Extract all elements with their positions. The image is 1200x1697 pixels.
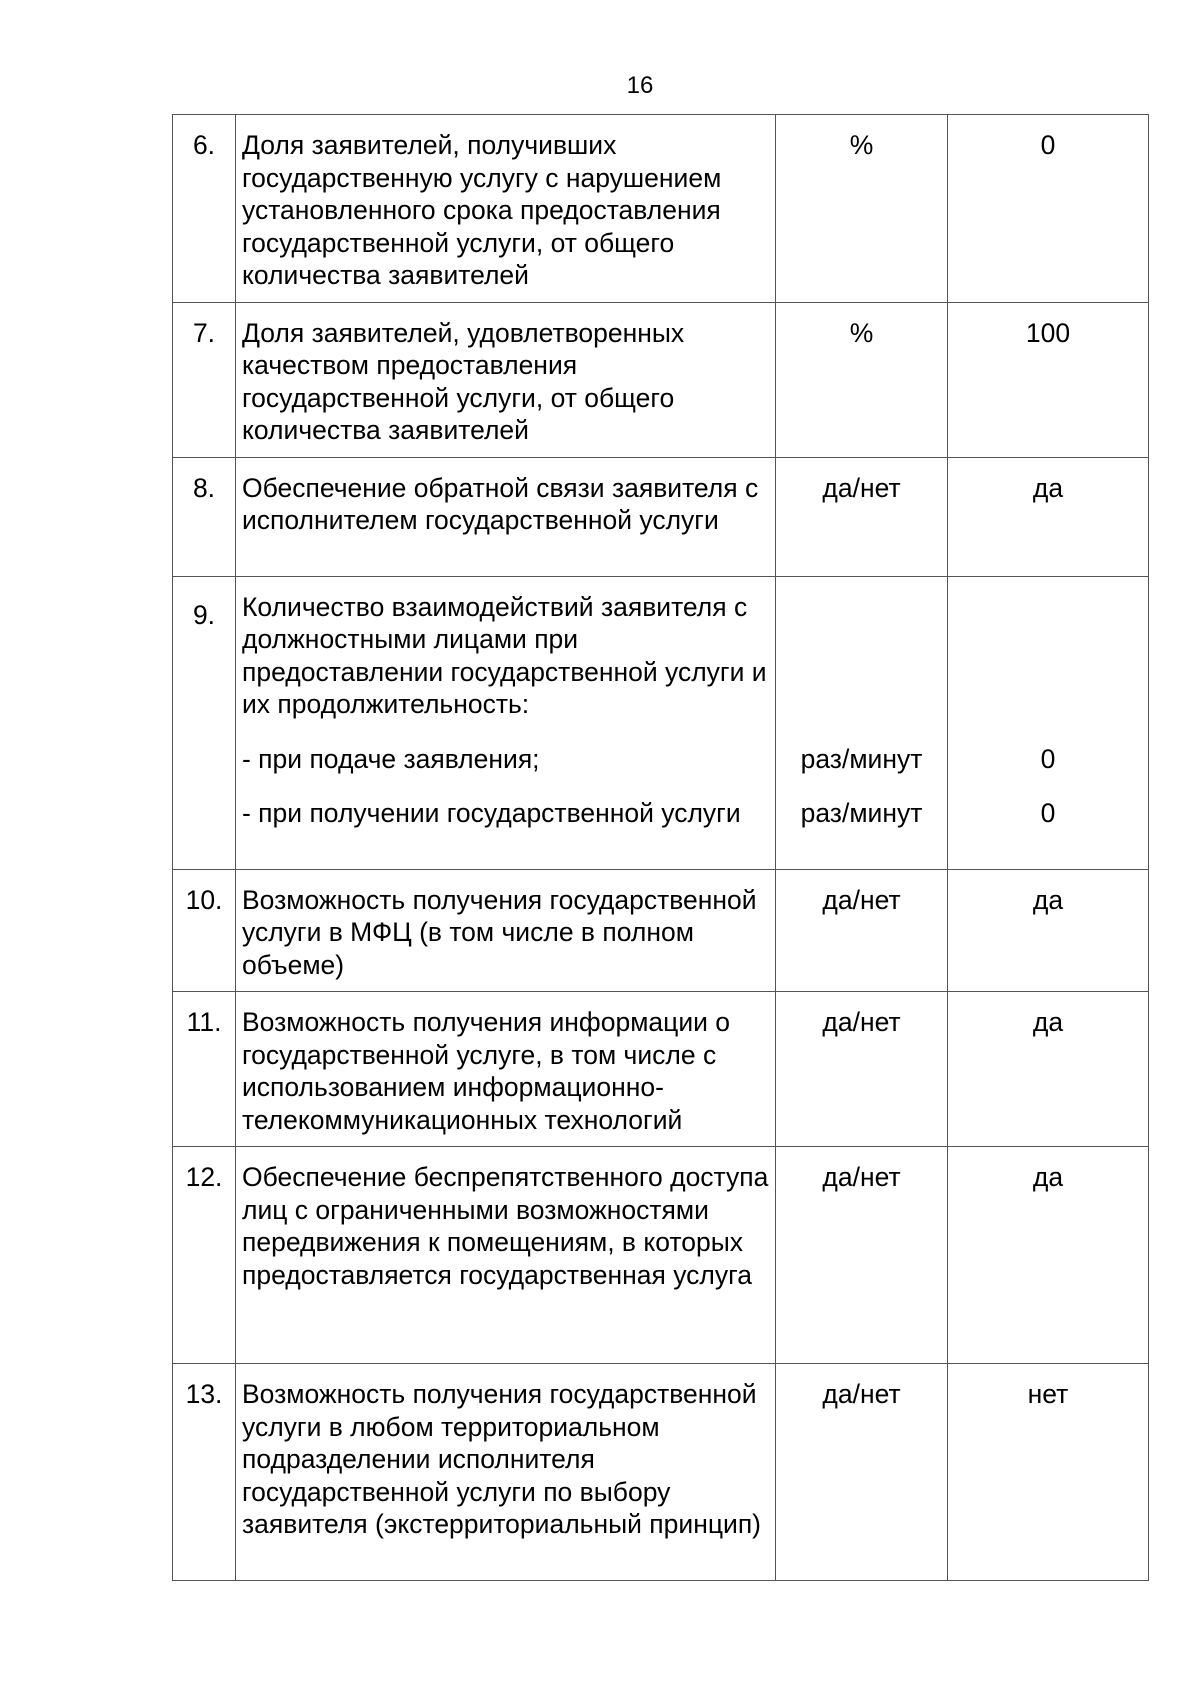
sub-indicator-unit: раз/минут <box>800 798 923 828</box>
indicator-name: Возможность получения информации о государственной услуге, в том числе с использованием информационно-телекоммуникационных технологий <box>236 992 776 1147</box>
indicator-value: да <box>948 1147 1149 1364</box>
row-number: 8. <box>173 457 236 576</box>
indicator-unit: да/нет <box>776 869 948 992</box>
indicator-name: Обеспечение обратной связи заявителя с исполнителем государственной услуги <box>236 457 776 576</box>
indicator-name: Доля заявителей, удовлетворенных качеством предоставления государственной услуги, от общего количества заявителей <box>236 302 776 457</box>
indicators-table <box>172 114 1149 1581</box>
indicator-unit: да/нет <box>776 1147 948 1364</box>
table-row <box>173 115 1149 303</box>
indicator-unit: да/нет <box>776 1364 948 1581</box>
indicator-value: да <box>948 457 1149 576</box>
indicator-name: Возможность получения государственной услуги в МФЦ (в том числе в полном объеме) <box>236 869 776 992</box>
indicator-value: да <box>948 869 1149 992</box>
indicator-value-group <box>948 576 1149 869</box>
indicator-value: да <box>948 992 1149 1147</box>
table-row <box>173 1364 1149 1581</box>
indicator-name: Возможность получения государственной услуги в любом территориальном подразделении исполнителя государственной услуги по выбору заявителя (экстерриториальный принцип) <box>236 1364 776 1581</box>
indicator-name: Количество взаимодействий заявителя с должностными лицами при предоставлении государственной услуги и их продолжительность: <box>242 591 767 719</box>
row-number: 12. <box>173 1147 236 1364</box>
sub-indicator-name: - при получении государственной услуги <box>242 798 741 828</box>
indicator-unit: % <box>776 115 948 303</box>
indicator-unit: да/нет <box>776 992 948 1147</box>
table-row <box>173 576 1149 869</box>
indicator-name: Доля заявителей, получивших государственную услугу с нарушением установленного срока предоставления государственной услуги, от общего количества заявителей <box>236 115 776 303</box>
indicator-unit-group <box>776 576 948 869</box>
indicator-value: 0 <box>948 115 1149 303</box>
row-number: 7. <box>173 302 236 457</box>
indicator-unit: % <box>776 302 948 457</box>
table-row <box>173 1147 1149 1364</box>
table-row <box>173 302 1149 457</box>
page-number: 16 <box>626 72 654 99</box>
indicator-name-group <box>236 576 776 869</box>
indicator-value: нет <box>948 1364 1149 1581</box>
indicator-unit: да/нет <box>776 457 948 576</box>
table-row <box>173 869 1149 992</box>
row-number: 10. <box>173 869 236 992</box>
table-row <box>173 992 1149 1147</box>
row-number: 13. <box>173 1364 236 1581</box>
row-number: 11. <box>173 992 236 1147</box>
sub-indicator-name: - при подаче заявления; <box>242 743 540 774</box>
sub-indicator-value: 0 <box>1040 798 1056 828</box>
indicator-value: 100 <box>948 302 1149 457</box>
row-number: 6. <box>173 115 236 303</box>
sub-indicator-value: 0 <box>1040 743 1056 774</box>
row-number: 9. <box>173 576 236 869</box>
sub-indicator-unit: раз/минут <box>800 743 923 774</box>
indicator-name: Обеспечение беспрепятственного доступа лиц с ограниченными возможностями передвижения к помещениям, в которых предоставляется государственная услуга <box>236 1147 776 1364</box>
table-row <box>173 457 1149 576</box>
